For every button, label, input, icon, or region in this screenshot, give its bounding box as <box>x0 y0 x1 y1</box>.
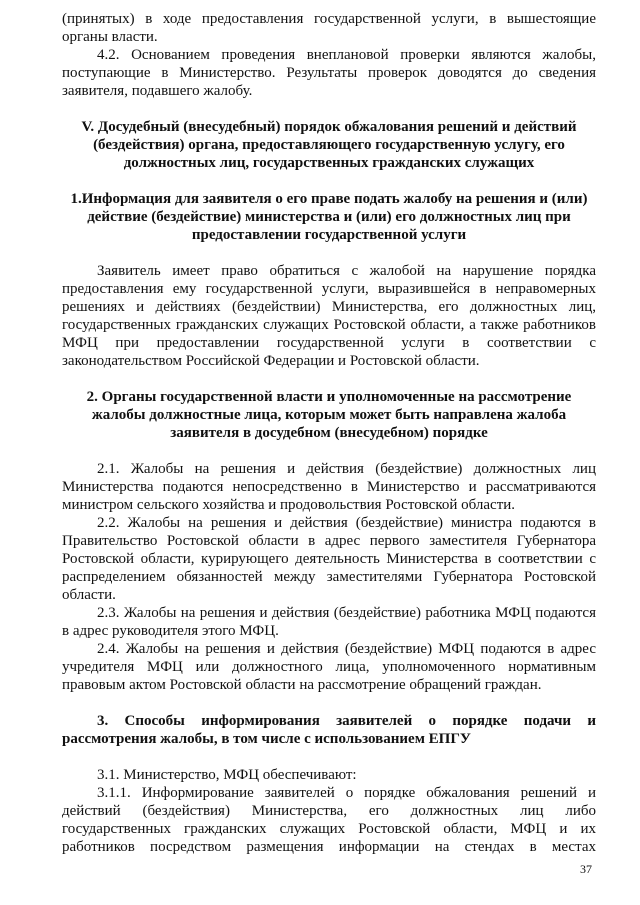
paragraph-continuation: (принятых) в ходе предоставления государственной услуги, в вышестоящие органы власти. <box>62 11 596 45</box>
paragraph-2-3: 2.3. Жалобы на решения и действия (бездействие) работника МФЦ подаются в адрес руководителя этого МФЦ. <box>62 605 596 639</box>
page-content <box>62 10 596 856</box>
paragraph-3-1: 3.1. Министерство, МФЦ обеспечивают: <box>97 767 357 783</box>
section-5-heading: V. Досудебный (внесудебный) порядок обжалования решений и действий (бездействия) органа, предоставляющего государственную услугу, его должностных лиц, государственных гражданских служащих <box>81 119 577 171</box>
paragraph-3-1-1: 3.1.1. Информирование заявителей о порядке обжалования решений и действий (бездействия) Министерства, его должностных лиц либо государственных гражданских служащих Ростовской области, МФЦ и их работников посредством размещения информации на стендах в местах <box>62 785 596 855</box>
paragraph-2-4: 2.4. Жалобы на решения и действия (бездействие) МФЦ подаются в адрес учредителя МФЦ или должностного лица, уполномоченного нормативным правовым актом Ростовской области на рассмотрение обращений граждан. <box>62 641 596 693</box>
paragraph-2-2: 2.2. Жалобы на решения и действия (бездействие) министра подаются в Правительство Ростовской области в адрес первого заместителя Губернатора Ростовской области, курирующего деятельность Министерства в соответствии с распределением обязанностей между заместителями Губернатора Ростовской области. <box>62 515 596 603</box>
paragraph-2-1: 2.1. Жалобы на решения и действия (бездействие) должностных лиц Министерства подаются непосредственно в Министерство и рассматриваются министром сельского хозяйства и продовольствия Ростовской области. <box>62 461 596 513</box>
paragraph-4-2: 4.2. Основанием проведения внеплановой проверки являются жалобы, поступающие в Министерство. Результаты проверок доводятся до сведения заявителя, подавшего жалобу. <box>62 47 596 99</box>
subsection-3-heading: 3. Способы информирования заявителей о порядке подачи и рассмотрения жалобы, в том числе с использованием ЕПГУ <box>62 713 596 747</box>
page-number: 37 <box>580 862 592 876</box>
subsection-1-heading: 1.Информация для заявителя о его праве подать жалобу на решения и (или) действие (бездействие) министерства и (или) его должностных лиц при предоставлении государственной услуги <box>70 191 588 243</box>
subsection-2-heading: 2. Органы государственной власти и уполномоченные на рассмотрение жалобы должностные лица, которым может быть направлена жалоба заявителя в досудебном (внесудебном) порядке <box>86 389 572 441</box>
paragraph-complaint-right: Заявитель имеет право обратиться с жалобой на нарушение порядка предоставления ему государственной услуги, выразившейся в неправомерных решениях и действиях (бездействии) Министерства, его должностных лиц, государственных гражданских служащих Ростовской области, а также работников МФЦ при предоставлении государственной услуги в соответствии с законодательством Российской Федерации и Ростовской области. <box>62 263 596 369</box>
